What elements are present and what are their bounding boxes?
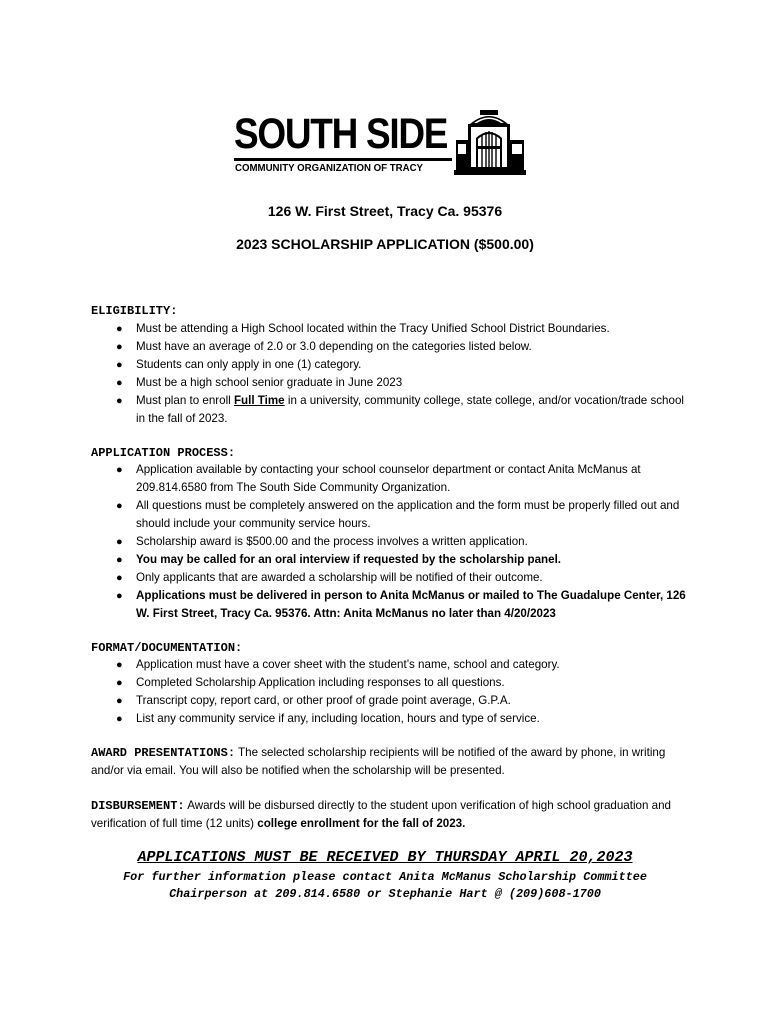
bullet-icon: ● — [116, 464, 123, 476]
organization-logo — [234, 108, 534, 176]
format-documentation-list — [91, 656, 691, 728]
bullet-icon: ● — [116, 341, 123, 353]
list-item: ● Transcript copy, report card, or other proof of grade point average, G.P.A. — [91, 692, 691, 710]
award-presentations-paragraph: AWARD PRESENTATIONS: The selected scholarship recipients will be notified of the award by phone, in writing and/or via email. You will also be notified when the scholarship will be presented. — [91, 746, 666, 777]
disbursement-paragraph: DISBURSEMENT: Awards will be disbursed directly to the student upon verification of high school graduation and verification of full time (12 units) college enrollment for the fall of 2023. — [91, 799, 672, 830]
list-item: ● Application available by contacting your school counselor department or contact Anita McManus at 209.814.6580 from The South Side Community Organization. — [116, 463, 641, 494]
bullet-icon: ● — [116, 500, 123, 512]
logo-rule — [234, 158, 452, 161]
list-item: ● Must be a high school senior graduate in June 2023 — [91, 374, 691, 392]
application-title: 2023 SCHOLARSHIP APPLICATION ($500.00) — [236, 236, 534, 252]
application-process-list — [91, 461, 691, 623]
list-item: ● Application must have a cover sheet with the student’s name, school and category. — [91, 656, 691, 674]
building-icon — [454, 108, 534, 176]
disbursement-heading: DISBURSEMENT: — [91, 799, 185, 813]
list-item: ● Must be attending a High School located within the Tracy Unified School District Boundaries. — [91, 320, 691, 338]
list-item: ● Must have an average of 2.0 or 3.0 depending on the categories listed below. — [91, 338, 691, 356]
list-item: ● Students can only apply in one (1) category. — [91, 356, 691, 374]
list-item: ● List any community service if any, including location, hours and type of service. — [91, 710, 691, 728]
format-documentation-heading: FORMAT/DOCUMENTATION: — [91, 641, 243, 655]
list-item: ● Only applicants that are awarded a scholarship will be notified of their outcome. — [91, 569, 691, 587]
bullet-icon: ● — [116, 713, 123, 725]
logo-subtitle: COMMUNITY ORGANIZATION OF TRACY — [235, 162, 424, 174]
bullet-icon: ● — [116, 659, 123, 671]
bullet-icon: ● — [116, 572, 123, 584]
bullet-icon: ● — [116, 554, 123, 566]
list-item: ● Scholarship award is $500.00 and the process involves a written application. — [91, 533, 691, 551]
full-time-emphasis: Full Time — [233, 394, 285, 407]
bullet-icon: ● — [116, 677, 123, 689]
list-item: ● Completed Scholarship Application including responses to all questions. — [91, 674, 691, 692]
application-process-heading: APPLICATION PROCESS: — [91, 446, 236, 460]
bullet-icon: ● — [116, 323, 123, 335]
organization-address: 126 W. First Street, Tracy Ca. 95376 — [267, 203, 503, 219]
list-item: ● Applications must be delivered in person to Anita McManus or mailed to The Guadalupe Center, 126 W. First Street, Tracy Ca. 95376. Attn: Anita McManus no later than 4/20/2023 — [116, 589, 686, 620]
eligibility-heading: ELIGIBILITY: — [91, 304, 178, 318]
award-presentations-heading: AWARD PRESENTATIONS: — [91, 746, 236, 760]
list-item: ● All questions must be completely answered on the application and the form must be properly filled out and should include your community service hours. — [116, 499, 680, 530]
contact-line-2: Chairperson at 209.814.6580 or Stephanie Hart @ (209)608-1700 — [169, 887, 601, 901]
bullet-icon: ● — [116, 695, 123, 707]
contact-line-1: For further information please contact Anita McManus Scholarship Committee — [123, 870, 647, 884]
bullet-icon: ● — [116, 395, 123, 407]
list-item: ● You may be called for an oral interview if requested by the scholarship panel. — [91, 551, 691, 569]
deadline-notice: APPLICATIONS MUST BE RECEIVED BY THURSDAY APRIL 20,2023 — [137, 849, 633, 866]
eligibility-list — [91, 320, 691, 428]
list-item: ● Must plan to enroll Full Time in a university, community college, state college, and/or vocation/trade school in the fall of 2023. — [116, 394, 684, 425]
bullet-icon: ● — [116, 377, 123, 389]
logo-title: SOUTH SIDE — [234, 110, 448, 158]
bullet-icon: ● — [116, 536, 123, 548]
bullet-icon: ● — [116, 359, 123, 371]
bullet-icon: ● — [116, 590, 123, 602]
